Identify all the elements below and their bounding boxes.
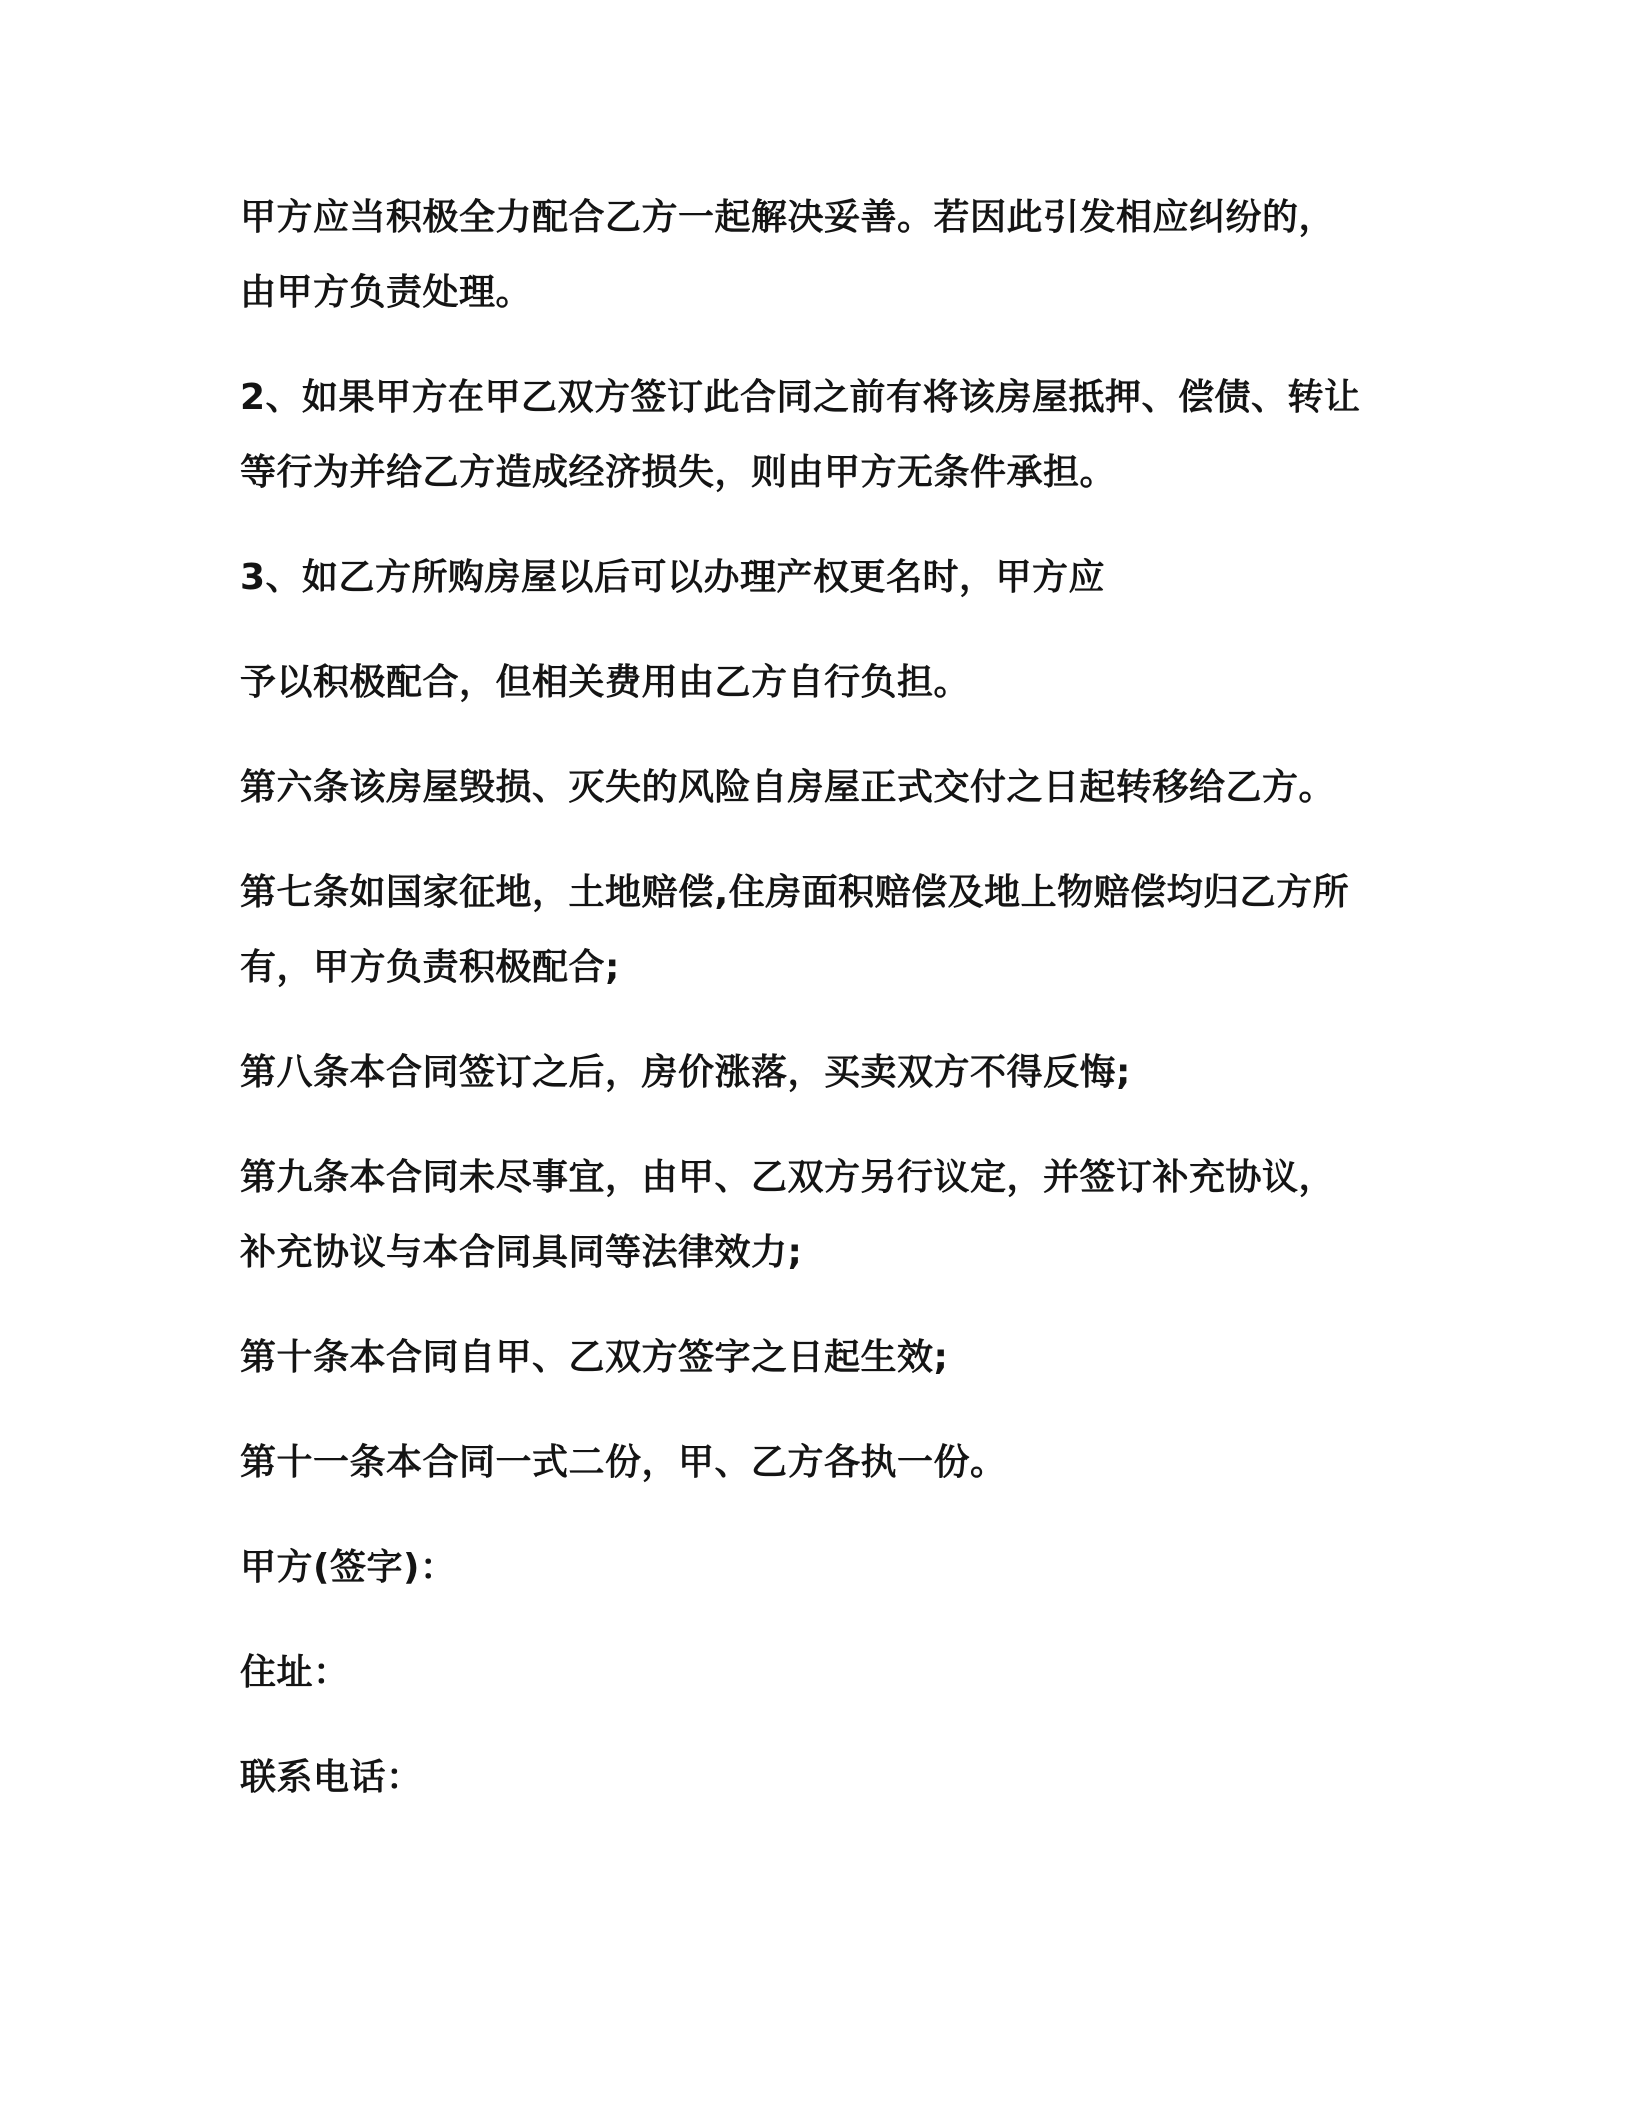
text-line: 2、如果甲方在甲乙双方签订此合同之前有将该房屋抵押、偿债、转让 (240, 377, 1361, 418)
address-label: 住址： (240, 1652, 350, 1693)
text-line: 第十一条本合同一式二份，甲、乙方各执一份。 (240, 1442, 1007, 1483)
text-line: 等行为并给乙方造成经济损失，则由甲方无条件承担。 (240, 452, 1117, 493)
text-line: 第九条本合同未尽事宜，由甲、乙双方另行议定，并签订补充协议， (240, 1157, 1336, 1198)
text-line: 甲方应当积极全力配合乙方一起解决妥善。若因此引发相应纠纷的， (240, 197, 1336, 238)
text-line: 第七条如国家征地，土地赔偿,住房面积赔偿及地上物赔偿均归乙方所 (240, 872, 1350, 913)
text-line: 第六条该房屋毁损、灭失的风险自房屋正式交付之日起转移给乙方。 (240, 767, 1336, 808)
phone-label: 联系电话： (240, 1757, 423, 1798)
text-line: 有，甲方负责积极配合; (240, 947, 620, 988)
signature-label: 甲方(签字)： (240, 1547, 457, 1588)
text-line: 3、如乙方所购房屋以后可以办理产权更名时，甲方应 (240, 557, 1106, 598)
text-line: 第八条本合同签订之后，房价涨落，买卖双方不得反悔; (240, 1052, 1131, 1093)
text-line: 补充协议与本合同具同等法律效力; (240, 1232, 803, 1273)
text-line: 由甲方负责处理。 (240, 272, 533, 313)
text-line: 第十条本合同自甲、乙双方签字之日起生效; (240, 1337, 949, 1378)
text-line: 予以积极配合，但相关费用由乙方自行负担。 (240, 662, 971, 703)
